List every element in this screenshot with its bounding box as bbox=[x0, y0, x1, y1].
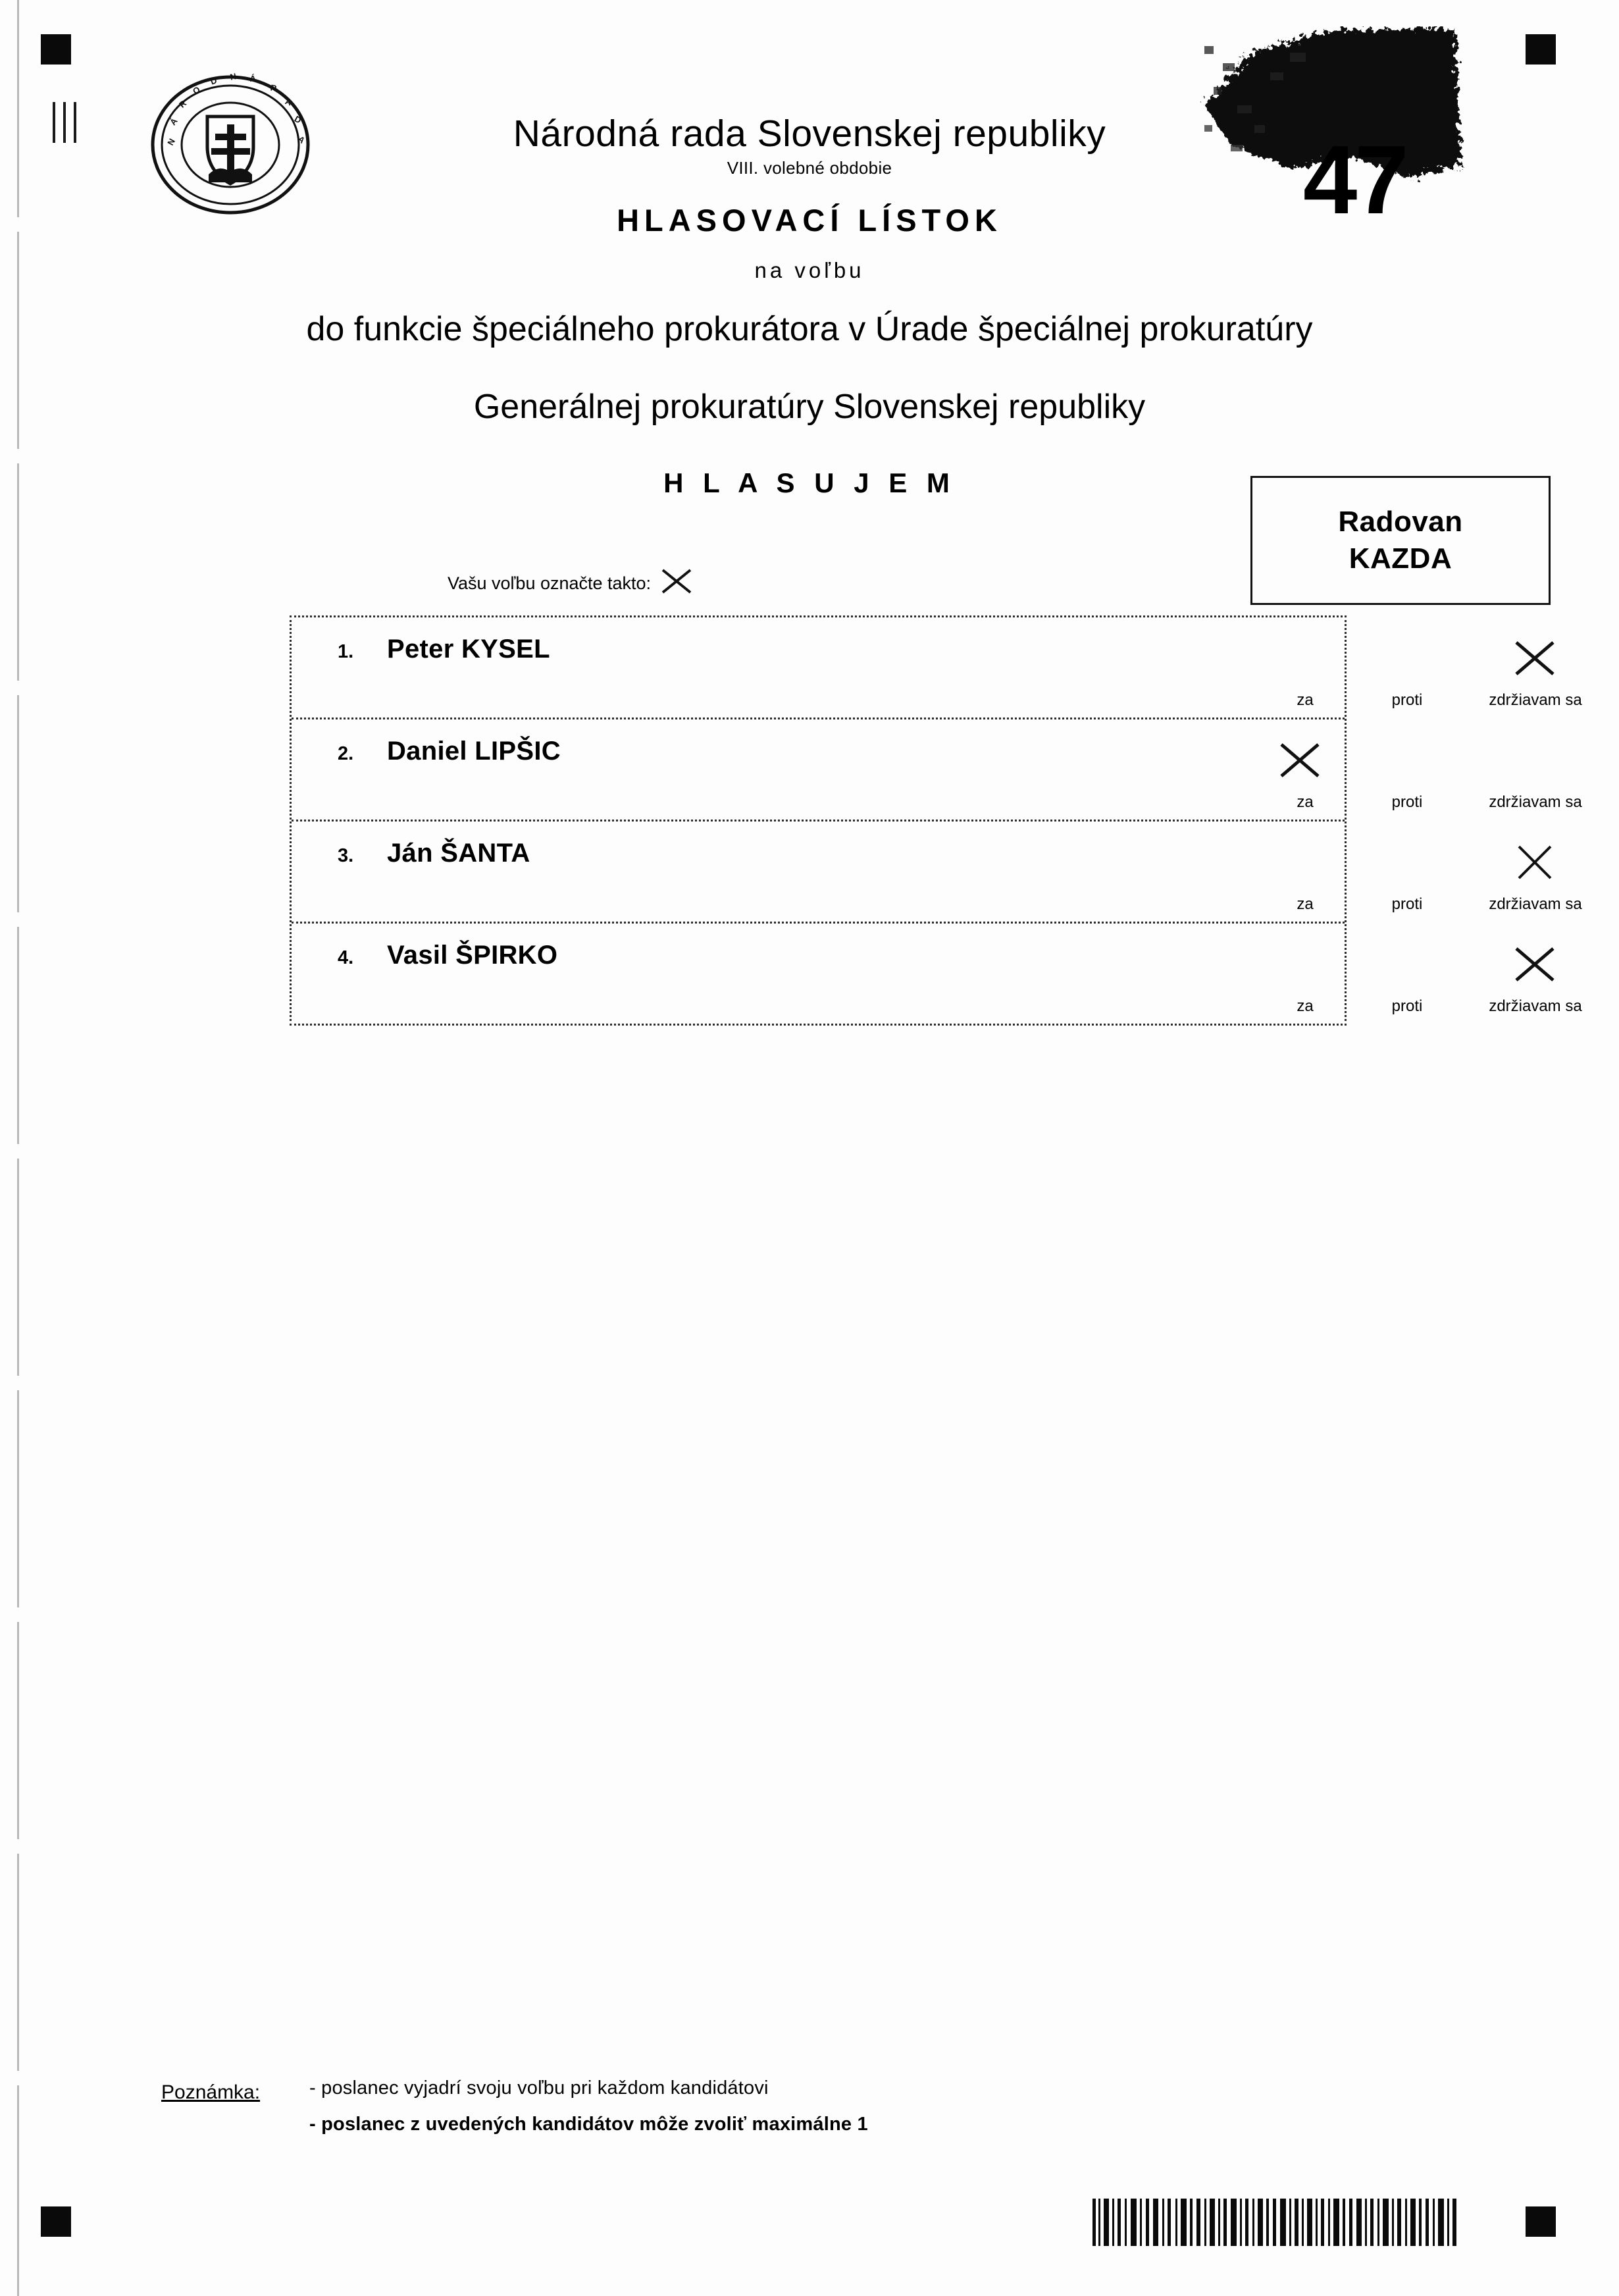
barcode bbox=[1092, 2199, 1461, 2246]
voter-last-name: KAZDA bbox=[1349, 542, 1452, 575]
vote-mark-zdrziavam-sa[interactable] bbox=[1512, 636, 1558, 682]
svg-text:A: A bbox=[284, 96, 294, 108]
note-line-2: - poslanec z uvedených kandidátov môže zvoliť maximálne 1 bbox=[309, 2114, 868, 2135]
registration-mark-top-right bbox=[1526, 34, 1556, 65]
vote-mark-za[interactable] bbox=[1277, 738, 1323, 784]
purpose-line-1: do funkcie špeciálneho prokurátora v Úrade špeciálnej prokuratúry bbox=[306, 310, 1313, 348]
option-label-proti[interactable]: proti bbox=[1391, 793, 1423, 811]
option-label-proti[interactable]: proti bbox=[1391, 997, 1423, 1015]
candidate-number: 3. bbox=[338, 845, 354, 866]
note-label: Poznámka: bbox=[161, 2081, 261, 2103]
institution-title: Národná rada Slovenskej republiky bbox=[513, 113, 1106, 155]
option-label-zdrziavam-sa[interactable]: zdržiavam sa bbox=[1489, 691, 1582, 709]
option-label-za[interactable]: za bbox=[1297, 793, 1314, 811]
candidate-number: 2. bbox=[338, 743, 354, 764]
svg-text:R: R bbox=[177, 98, 189, 110]
option-label-za[interactable]: za bbox=[1297, 691, 1314, 709]
option-label-zdrziavam-sa[interactable]: zdržiavam sa bbox=[1489, 997, 1582, 1015]
candidate-name: Daniel LIPŠIC bbox=[387, 737, 561, 766]
voter-first-name: Radovan bbox=[1338, 506, 1463, 538]
svg-text:A: A bbox=[296, 134, 307, 145]
term-subtitle: VIII. volebné obdobie bbox=[727, 158, 892, 178]
vote-mark-zdrziavam-sa[interactable] bbox=[1512, 942, 1558, 988]
registration-mark-top-left bbox=[41, 34, 71, 65]
mark-instruction-label: Vašu voľbu označte takto: bbox=[448, 573, 652, 593]
note-line-1: - poslanec vyjadrí svoju voľbu pri každom kandidátovi bbox=[309, 2077, 769, 2099]
x-mark-icon bbox=[660, 566, 694, 601]
registration-mark-bottom-left bbox=[41, 2206, 71, 2237]
ballot-number: 47 bbox=[1303, 126, 1406, 234]
candidates-table bbox=[290, 615, 1582, 1026]
svg-text:D: D bbox=[209, 75, 218, 87]
voter-name-box bbox=[1250, 476, 1551, 605]
option-label-za[interactable]: za bbox=[1297, 997, 1314, 1015]
option-label-proti[interactable]: proti bbox=[1391, 895, 1423, 913]
option-label-proti[interactable]: proti bbox=[1391, 691, 1423, 709]
mark-instruction bbox=[448, 566, 694, 601]
table-row[interactable] bbox=[292, 822, 1582, 924]
option-label-za[interactable]: za bbox=[1297, 895, 1314, 913]
candidate-number: 1. bbox=[338, 641, 354, 662]
candidate-number: 4. bbox=[338, 947, 354, 968]
hlasujem-label: H L A S U J E M bbox=[663, 467, 956, 498]
option-labels bbox=[292, 996, 1582, 1016]
option-labels bbox=[292, 792, 1582, 812]
option-label-zdrziavam-sa[interactable]: zdržiavam sa bbox=[1489, 895, 1582, 913]
candidate-name: Ján ŠANTA bbox=[387, 839, 530, 868]
option-label-zdrziavam-sa[interactable]: zdržiavam sa bbox=[1489, 793, 1582, 811]
purpose-line-2: Generálnej prokuratúry Slovenskej republiky bbox=[473, 388, 1146, 426]
registration-mark-bottom-right bbox=[1526, 2206, 1556, 2237]
svg-text:N: N bbox=[229, 71, 238, 82]
table-row[interactable] bbox=[292, 924, 1582, 1024]
table-row[interactable] bbox=[292, 719, 1582, 822]
candidate-name: Vasil ŠPIRKO bbox=[387, 941, 558, 970]
svg-text:Á: Á bbox=[249, 73, 257, 84]
table-row[interactable] bbox=[292, 617, 1582, 719]
na-volbu-label: na voľbu bbox=[754, 258, 865, 282]
note-lines bbox=[309, 2077, 868, 2135]
option-labels bbox=[292, 894, 1582, 914]
vote-mark-zdrziavam-sa[interactable] bbox=[1512, 840, 1558, 886]
svg-text:Á: Á bbox=[168, 116, 180, 128]
svg-text:D: D bbox=[292, 113, 303, 126]
svg-text:N: N bbox=[165, 136, 177, 147]
ballot-header bbox=[0, 112, 1619, 499]
option-labels bbox=[292, 690, 1582, 710]
svg-text:O: O bbox=[191, 84, 202, 97]
ballot-title: HLASOVACÍ LÍSTOK bbox=[617, 203, 1002, 238]
candidate-name: Peter KYSEL bbox=[387, 635, 550, 664]
svg-text:R: R bbox=[269, 82, 278, 93]
